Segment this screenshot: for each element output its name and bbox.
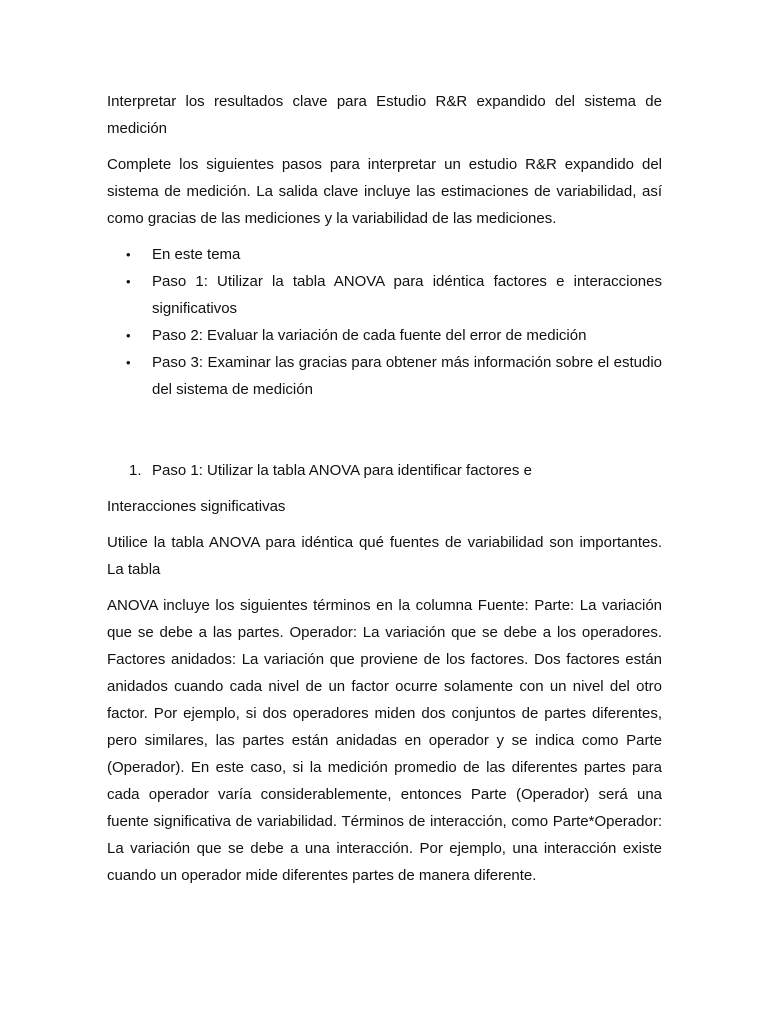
bullet-item bbox=[107, 241, 662, 268]
steps-bullet-list bbox=[107, 241, 662, 403]
step-number: 1. bbox=[129, 462, 142, 479]
bullet-glyph: • bbox=[126, 247, 131, 262]
section-spacer bbox=[107, 403, 662, 457]
bullet-item-text: Paso 2: Evaluar la variación de cada fuente del error de medición bbox=[152, 327, 587, 344]
anova-intro-paragraph: Utilice la tabla ANOVA para idéntica qué fuentes de variabilidad son importantes. La tabla bbox=[107, 534, 662, 578]
document-page bbox=[107, 88, 662, 889]
bullet-glyph: • bbox=[126, 274, 131, 289]
document-title: Interpretar los resultados clave para Estudio R&R expandido del sistema de medición bbox=[107, 93, 662, 137]
anova-body-paragraph: ANOVA incluye los siguientes términos en la columna Fuente: Parte: La variación que se debe a las partes. Operador: La variación que se debe a los operadores. Factores anidados: La variación que proviene de los factores. Dos factores están anidados cuando cada nivel de un factor ocurre solamente con un nivel del otro factor. Por ejemplo, si dos operadores miden dos conjuntos de partes diferentes, pero similares, las partes están anidadas en operador y se indica como Parte (Operador). En este caso, si la medición promedio de las diferentes partes para cada operador varía considerablemente, entonces Parte (Operador) será una fuente significativa de variabilidad. Términos de interacción, como Parte*Operador: La variación que se debe a una interacción. Por ejemplo, una interacción existe cuando un operador mide diferentes partes de manera diferente. bbox=[107, 597, 662, 884]
bullet-glyph: • bbox=[126, 328, 131, 343]
intro-paragraph: Complete los siguientes pasos para interpretar un estudio R&R expandido del sistema de medición. La salida clave incluye las estimaciones de variabilidad, así como gracias de las mediciones y la variabilidad de las mediciones. bbox=[107, 156, 662, 227]
bullet-item bbox=[107, 349, 662, 403]
bullet-glyph: • bbox=[126, 355, 131, 370]
step-text: Paso 1: Utilizar la tabla ANOVA para identificar factores e bbox=[152, 462, 532, 479]
numbered-step-item bbox=[107, 457, 662, 484]
bullet-item bbox=[107, 268, 662, 322]
bullet-item-text: Paso 1: Utilizar la tabla ANOVA para idéntica factores e interacciones significativos bbox=[152, 273, 662, 317]
section-subheading: Interacciones significativas bbox=[107, 498, 286, 515]
numbered-step-list bbox=[107, 457, 662, 484]
bullet-item-text: Paso 3: Examinar las gracias para obtener más información sobre el estudio del sistema de medición bbox=[152, 354, 662, 398]
bullet-item bbox=[107, 322, 662, 349]
bullet-item-text: En este tema bbox=[152, 246, 241, 263]
